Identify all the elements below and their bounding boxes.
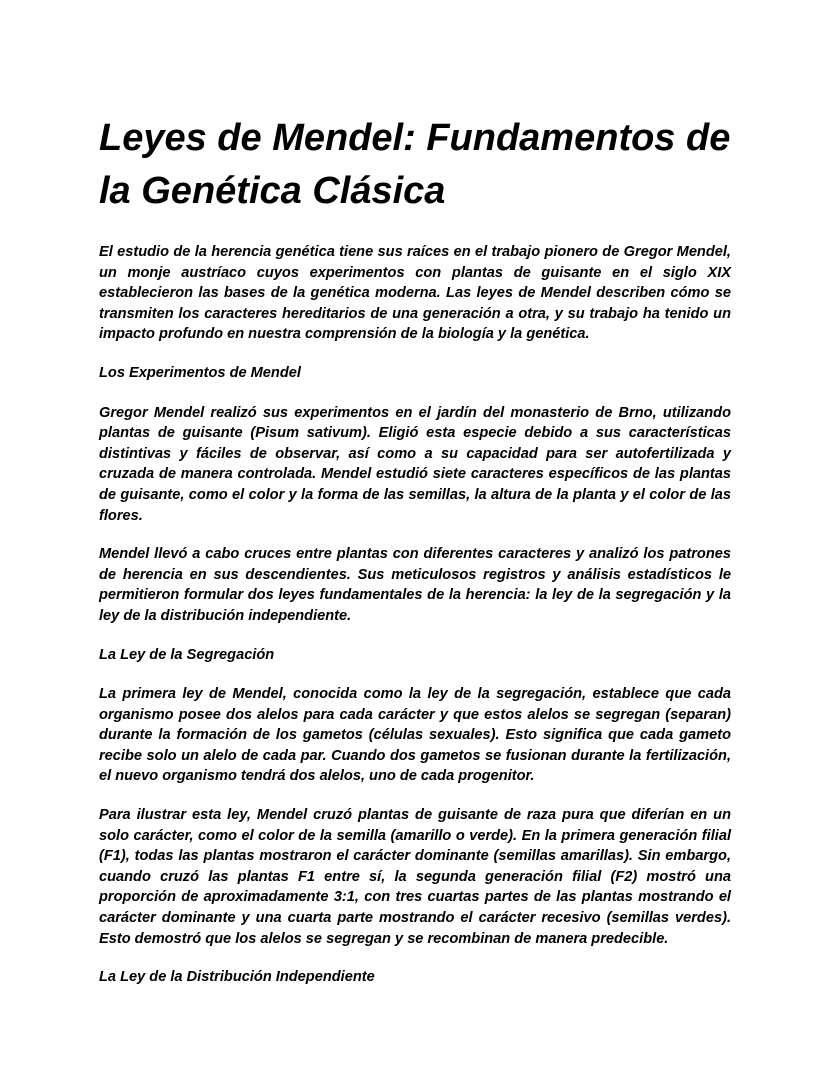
- paragraph: Para ilustrar esta ley, Mendel cruzó plantas de guisante de raza pura que diferían en un solo carácter, como el color de la semilla (amarillo o verde). En la primera generación filial (F1), todas las plantas mostraron el carácter dominante (semillas amarillas). Sin embargo, cuando cruzó las plantas F1 entre sí, la segunda generación filial (F2) mostró una proporción de aproximadamente 3:1, con tres cuartas partes de las plantas mostrando el carácter dominante y una cuarta parte mostrando el carácter recesivo (semillas verdes). Esto demostró que los alelos se segregan y se recombinan de manera predecible.: [99, 807, 731, 947]
- document-title: Leyes de Mendel: Fundamentos de la Genética Clásica: [99, 117, 731, 212]
- section-heading-experimentos: Los Experimentos de Mendel: [99, 364, 301, 381]
- paragraph: Mendel llevó a cabo cruces entre plantas con diferentes caracteres y analizó los patrones de herencia en sus descendientes. Sus meticulosos registros y análisis estadísticos le permitieron formular dos leyes fundamentales de la herencia: la ley de la segregación y la ley de la distribución independiente.: [99, 546, 731, 624]
- section-heading-segregacion: La Ley de la Segregación: [99, 646, 275, 663]
- paragraph: Gregor Mendel realizó sus experimentos en el jardín del monasterio de Brno, utilizando plantas de guisante (Pisum sativum). Eligió esta especie debido a sus características distintivas y fáciles de observar, así como a su capacidad para ser autofertilizada y cruzada de manera controlada. Mendel estudió siete caracteres específicos de las plantas de guisante, como el color y la forma de las semillas, la altura de la planta y el color de las flores.: [99, 404, 731, 524]
- document-body: [99, 242, 731, 988]
- intro-paragraph: El estudio de la herencia genética tiene sus raíces en el trabajo pionero de Gregor Mendel, un monje austríaco cuyos experimentos con plantas de guisante en el siglo XIX establecieron las bases de la genética moderna. Las leyes de Mendel describen cómo se transmiten los caracteres hereditarios de una generación a otra, y su trabajo ha tenido un impacto profundo en nuestra comprensión de la biología y la genética.: [99, 244, 731, 343]
- paragraph: La primera ley de Mendel, conocida como la ley de la segregación, establece que cada organismo posee dos alelos para cada carácter y que estos alelos se segregan (separan) durante la formación de los gametos (células sexuales). Esto significa que cada gameto recibe solo un alelo de cada par. Cuando dos gametos se fusionan durante la fertilización, el nuevo organismo tendrá dos alelos, uno de cada progenitor.: [99, 686, 731, 785]
- document-page: [99, 112, 731, 1007]
- section-heading-distribucion-independiente: La Ley de la Distribución Independiente: [99, 969, 375, 986]
